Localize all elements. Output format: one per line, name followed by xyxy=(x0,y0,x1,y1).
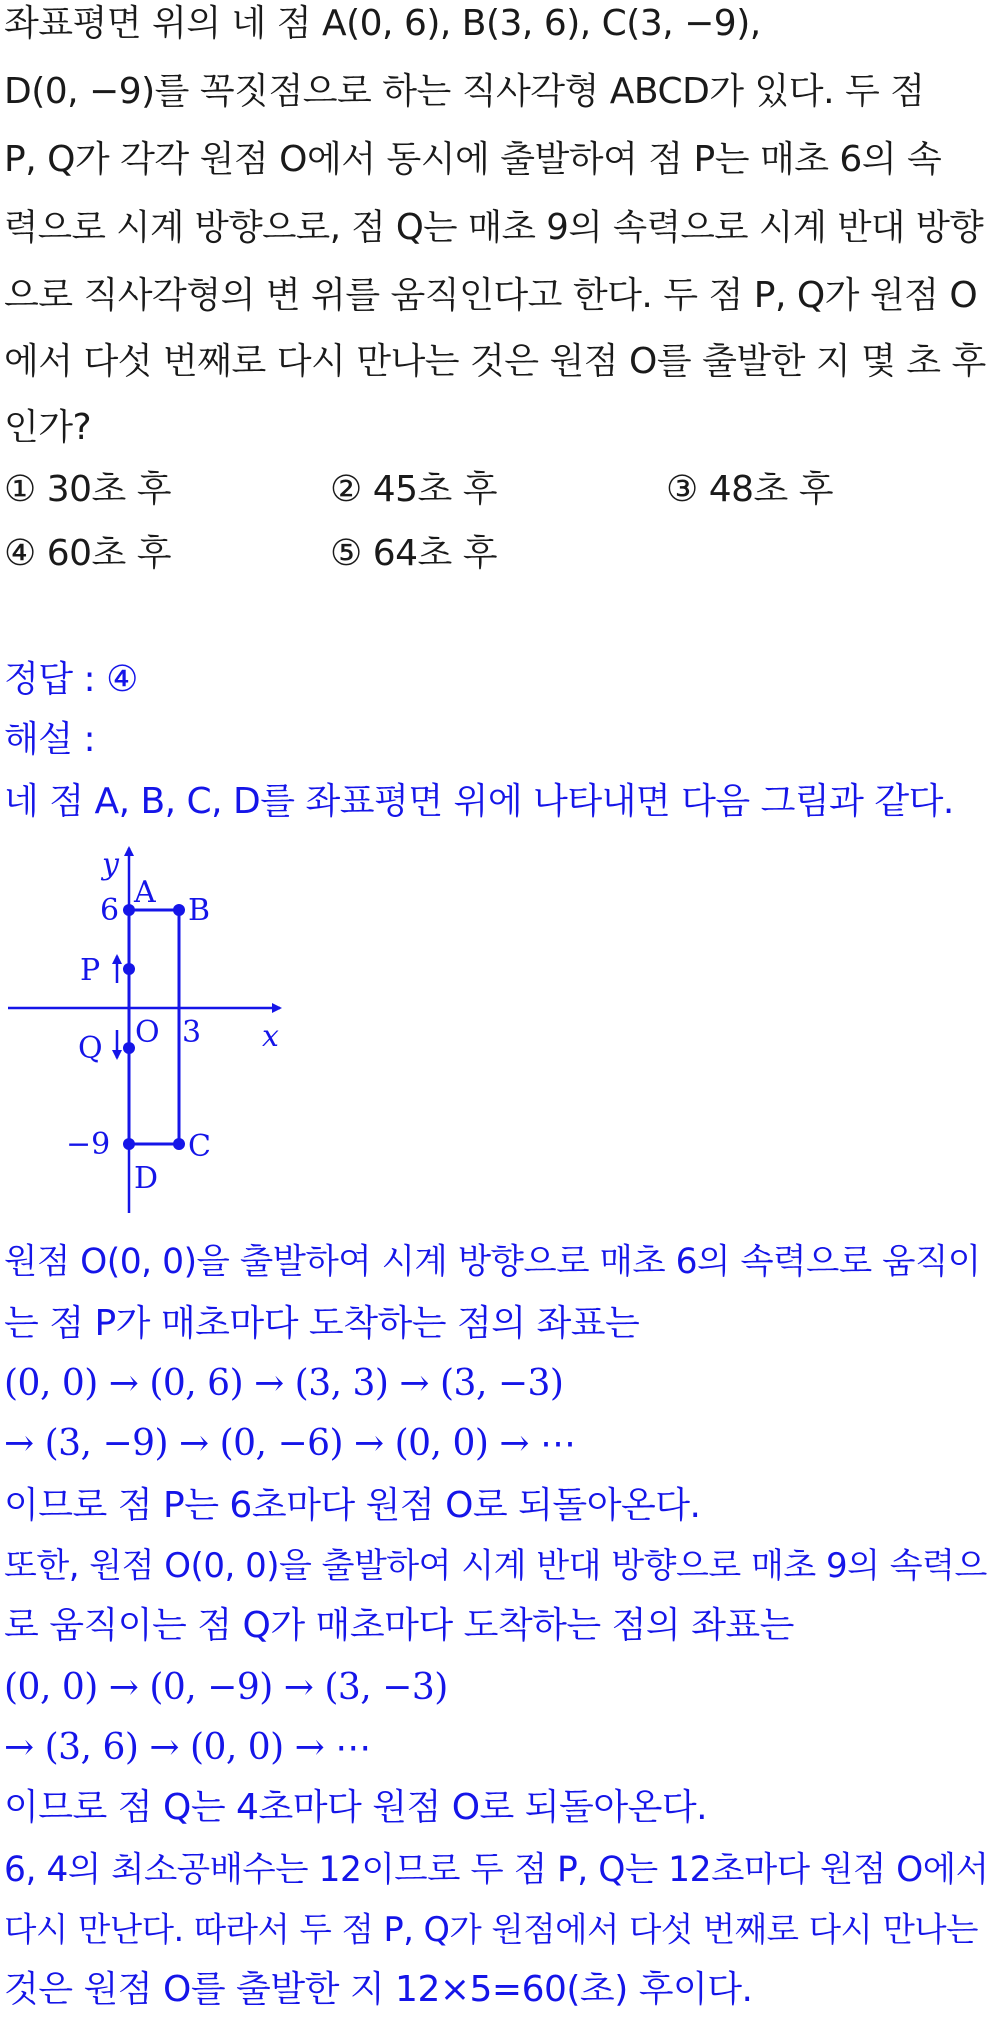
problem-line-7: 인가? xyxy=(4,407,92,448)
point-b xyxy=(173,904,185,916)
problem-line-5: 으로 직사각형의 변 위를 움직인다고 한다. 두 점 P, Q가 원점 O xyxy=(4,275,978,316)
label-b: B xyxy=(188,893,211,928)
explanation-line-9: → (3, 6) → (0, 0) → ⋯ xyxy=(4,1727,371,1768)
point-q xyxy=(123,1042,135,1054)
choice-2[interactable]: ② 45초 후 xyxy=(330,469,498,510)
explanation-line-5: 이므로 점 P는 6초마다 원점 O로 되돌아온다. xyxy=(4,1485,701,1526)
explanation-line-2: 는 점 P가 매초마다 도착하는 점의 좌표는 xyxy=(4,1303,640,1344)
problem-line-4: 력으로 시계 방향으로, 점 Q는 매초 9의 속력으로 시계 반대 방향 xyxy=(4,207,984,248)
choice-1[interactable]: ① 30초 후 xyxy=(4,469,172,510)
rectangle-diagram xyxy=(0,838,300,1218)
label-p: P xyxy=(80,953,101,988)
problem-line-2: D(0, −9)를 꼭짓점으로 하는 직사각형 ABCD가 있다. 두 점 xyxy=(4,71,925,112)
choice-4[interactable]: ④ 60초 후 xyxy=(4,533,172,574)
label-origin: O xyxy=(135,1015,160,1050)
explanation-line-13: 것은 원점 O를 출발한 지 12×5=60(초) 후이다. xyxy=(4,1969,753,2010)
label-d: D xyxy=(134,1161,159,1196)
explanation-line-11: 6, 4의 최소공배수는 12이므로 두 점 P, Q는 12초마다 원점 O에서 xyxy=(4,1850,989,1890)
tick-label-3: 3 xyxy=(182,1015,202,1050)
explanation-intro: 네 점 A, B, C, D를 좌표평면 위에 나타내면 다음 그림과 같다. xyxy=(4,781,954,822)
point-c xyxy=(173,1138,185,1150)
problem-line-3: P, Q가 각각 원점 O에서 동시에 출발하여 점 P는 매초 6의 속 xyxy=(4,139,942,180)
y-axis-label: y xyxy=(102,847,119,882)
choice-5[interactable]: ⑤ 64초 후 xyxy=(330,533,498,574)
problem-line-1: 좌표평면 위의 네 점 A(0, 6), B(3, 6), C(3, −9), xyxy=(4,3,761,44)
label-q: Q xyxy=(78,1031,103,1066)
label-c: C xyxy=(188,1129,211,1164)
answer-line: 정답 : ④ xyxy=(4,659,138,700)
explanation-label: 해설 : xyxy=(4,719,96,760)
point-d xyxy=(123,1138,135,1150)
explanation-line-10: 이므로 점 Q는 4초마다 원점 O로 되돌아온다. xyxy=(4,1787,708,1828)
label-a: A xyxy=(134,875,156,910)
explanation-line-6: 또한, 원점 O(0, 0)을 출발하여 시계 반대 방향으로 매초 9의 속력으 xyxy=(4,1546,987,1586)
explanation-line-8: (0, 0) → (0, −9) → (3, −3) xyxy=(4,1667,448,1708)
choice-3[interactable]: ③ 48초 후 xyxy=(666,469,834,510)
tick-label-neg-9: −9 xyxy=(66,1127,111,1162)
explanation-line-3: (0, 0) → (0, 6) → (3, 3) → (3, −3) xyxy=(4,1363,564,1404)
explanation-line-1: 원점 O(0, 0)을 출발하여 시계 방향으로 매초 6의 속력으로 움직이 xyxy=(4,1242,981,1282)
explanation-line-12: 다시 만난다. 따라서 두 점 P, Q가 원점에서 다섯 번째로 다시 만나는 xyxy=(4,1910,979,1949)
explanation-line-4: → (3, −9) → (0, −6) → (0, 0) → ⋯ xyxy=(4,1423,576,1464)
problem-line-6: 에서 다섯 번째로 다시 만나는 것은 원점 O를 출발한 지 몇 초 후 xyxy=(4,341,986,382)
x-axis-label: x xyxy=(262,1019,279,1054)
explanation-line-7: 로 움직이는 점 Q가 매초마다 도착하는 점의 좌표는 xyxy=(4,1605,794,1646)
point-p xyxy=(123,963,135,975)
tick-label-6: 6 xyxy=(100,893,120,928)
